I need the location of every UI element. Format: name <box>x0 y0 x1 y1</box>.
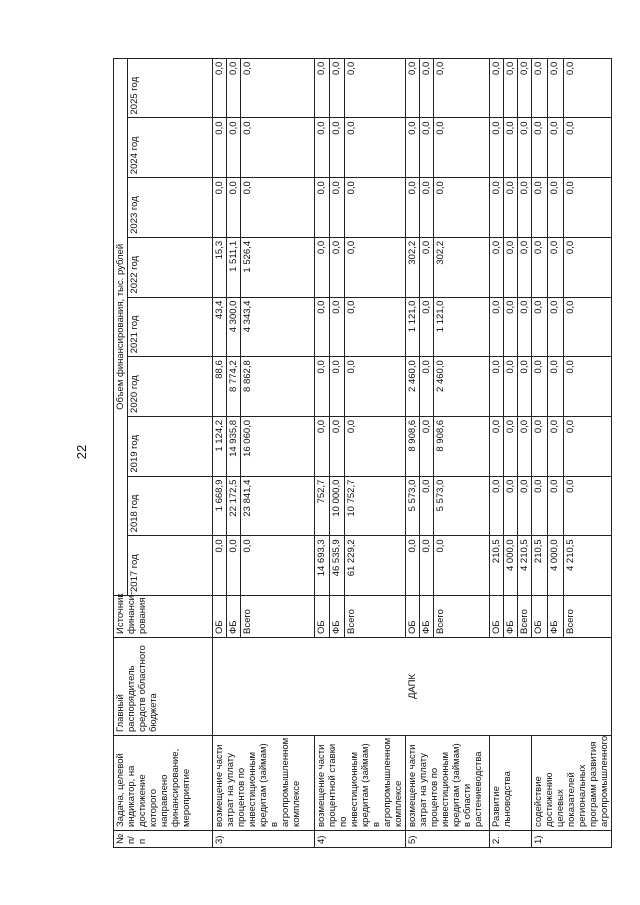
value-cell: 0,0 <box>315 357 330 417</box>
header-source: Источник финанси-рования <box>114 596 213 638</box>
value-cell: 88,6 <box>213 357 227 417</box>
value-cell: 0,0 <box>564 357 612 417</box>
header-year: 2022 год <box>128 237 213 297</box>
value-cell: 0,0 <box>504 178 518 238</box>
value-cell: 2 460,0 <box>434 357 490 417</box>
value-cell: 61 229,2 <box>345 536 406 596</box>
row-task-name: возмещение части процентной ставки по инвестиционным кредитам (займам) в агропромышленном комплексе <box>315 736 406 831</box>
value-cell: 0,0 <box>504 476 518 536</box>
row-task-name: содействие достижению целевых показателей региональных программ развития агропромышленного <box>532 736 612 831</box>
value-cell: 0,0 <box>434 58 490 118</box>
source-cell: ФБ <box>330 596 345 638</box>
source-cell: ФБ <box>548 596 564 638</box>
value-cell: 0,0 <box>330 416 345 476</box>
header-year: 2023 год <box>128 178 213 238</box>
value-cell: 0,0 <box>315 416 330 476</box>
value-cell: 0,0 <box>532 357 548 417</box>
value-cell: 0,0 <box>241 58 315 118</box>
source-cell: ФБ <box>504 596 518 638</box>
value-cell: 0,0 <box>330 237 345 297</box>
value-cell: 0,0 <box>213 118 227 178</box>
value-cell: 0,0 <box>345 357 406 417</box>
value-cell: 0,0 <box>315 297 330 357</box>
table-row <box>213 58 227 847</box>
value-cell: 0,0 <box>213 178 227 238</box>
source-cell: Всего <box>518 596 532 638</box>
value-cell: 0,0 <box>532 237 548 297</box>
value-cell: 0,0 <box>490 476 504 536</box>
value-cell: 0,0 <box>564 58 612 118</box>
value-cell: 0,0 <box>532 118 548 178</box>
value-cell: 0,0 <box>315 237 330 297</box>
value-cell: 1 526,4 <box>241 237 315 297</box>
value-cell: 14 693,3 <box>315 536 330 596</box>
value-cell: 4 343,4 <box>241 297 315 357</box>
value-cell: 0,0 <box>241 178 315 238</box>
value-cell: 0,0 <box>564 476 612 536</box>
value-cell: 0,0 <box>548 416 564 476</box>
value-cell: 0,0 <box>490 416 504 476</box>
value-cell: 0,0 <box>490 297 504 357</box>
value-cell: 1 121,0 <box>406 297 420 357</box>
value-cell: 14 935,8 <box>227 416 241 476</box>
value-cell: 0,0 <box>548 118 564 178</box>
value-cell: 0,0 <box>420 118 434 178</box>
value-cell: 0,0 <box>330 297 345 357</box>
header-year: 2021 год <box>128 297 213 357</box>
value-cell: 0,0 <box>227 178 241 238</box>
header-year: 2020 год <box>128 357 213 417</box>
row-number: 1) <box>532 831 612 848</box>
value-cell: 0,0 <box>330 178 345 238</box>
value-cell: 0,0 <box>345 118 406 178</box>
source-cell: Всего <box>434 596 490 638</box>
source-cell: ОБ <box>213 596 227 638</box>
value-cell: 0,0 <box>532 178 548 238</box>
value-cell: 0,0 <box>504 118 518 178</box>
value-cell: 0,0 <box>227 118 241 178</box>
value-cell: 0,0 <box>532 58 548 118</box>
value-cell: 0,0 <box>434 118 490 178</box>
value-cell: 0,0 <box>548 178 564 238</box>
value-cell: 46 535,9 <box>330 536 345 596</box>
value-cell: 16 060,0 <box>241 416 315 476</box>
header-year: 2025 год <box>128 58 213 118</box>
value-cell: 0,0 <box>504 357 518 417</box>
row-task-name: возмещение части затрат на уплату процентов по инвестиционным кредитам (займам) в области растениеводства <box>406 736 490 831</box>
value-cell: 0,0 <box>564 237 612 297</box>
value-cell: 0,0 <box>518 297 532 357</box>
value-cell: 0,0 <box>490 178 504 238</box>
value-cell: 0,0 <box>406 536 420 596</box>
value-cell: 752,7 <box>315 476 330 536</box>
value-cell: 0,0 <box>490 237 504 297</box>
source-cell: ОБ <box>490 596 504 638</box>
value-cell: 0,0 <box>518 58 532 118</box>
row-task-name: Развитие льноводства <box>490 736 532 831</box>
header-year: 2024 год <box>128 118 213 178</box>
row-number: 4) <box>315 831 406 848</box>
value-cell: 302,2 <box>406 237 420 297</box>
value-cell: 0,0 <box>548 357 564 417</box>
value-cell: 0,0 <box>241 118 315 178</box>
value-cell: 15,3 <box>213 237 227 297</box>
value-cell: 0,0 <box>434 178 490 238</box>
header-manager: Главный распорядитель средств областного бюджета <box>114 638 213 736</box>
header-task: Задача, целевой индикатор, на достижение которого направлено финансирование, мероприятие <box>114 736 213 831</box>
value-cell: 0,0 <box>420 416 434 476</box>
value-cell: 0,0 <box>420 297 434 357</box>
value-cell: 0,0 <box>420 536 434 596</box>
value-cell: 0,0 <box>406 118 420 178</box>
value-cell: 23 841,4 <box>241 476 315 536</box>
value-cell: 0,0 <box>504 416 518 476</box>
value-cell: 0,0 <box>315 178 330 238</box>
value-cell: 0,0 <box>548 476 564 536</box>
value-cell: 0,0 <box>241 536 315 596</box>
value-cell: 0,0 <box>504 237 518 297</box>
value-cell: 0,0 <box>434 536 490 596</box>
value-cell: 0,0 <box>504 297 518 357</box>
value-cell: 8 908,6 <box>434 416 490 476</box>
value-cell: 0,0 <box>345 416 406 476</box>
value-cell: 4 000,0 <box>548 536 564 596</box>
manager-label: ДАПК <box>406 673 418 700</box>
value-cell: 2 460,0 <box>406 357 420 417</box>
source-cell: ОБ <box>406 596 420 638</box>
source-cell: ОБ <box>315 596 330 638</box>
value-cell: 22 172,5 <box>227 476 241 536</box>
value-cell: 210,5 <box>532 536 548 596</box>
value-cell: 0,0 <box>345 178 406 238</box>
value-cell: 0,0 <box>564 297 612 357</box>
value-cell: 0,0 <box>532 297 548 357</box>
value-cell: 0,0 <box>564 416 612 476</box>
funding-table <box>113 58 612 848</box>
value-cell: 0,0 <box>518 237 532 297</box>
value-cell: 4 000,0 <box>504 536 518 596</box>
value-cell: 0,0 <box>518 416 532 476</box>
value-cell: 8 908,6 <box>406 416 420 476</box>
source-cell: Всего <box>241 596 315 638</box>
value-cell: 0,0 <box>330 58 345 118</box>
header-year: 2018 год <box>128 476 213 536</box>
value-cell: 0,0 <box>490 357 504 417</box>
value-cell: 0,0 <box>518 357 532 417</box>
value-cell: 5 573,0 <box>434 476 490 536</box>
value-cell: 0,0 <box>548 58 564 118</box>
value-cell: 10 000,0 <box>330 476 345 536</box>
value-cell: 0,0 <box>564 118 612 178</box>
rotated-table-wrapper <box>113 58 635 848</box>
value-cell: 302,2 <box>434 237 490 297</box>
value-cell: 0,0 <box>518 178 532 238</box>
value-cell: 0,0 <box>518 118 532 178</box>
value-cell: 4 300,0 <box>227 297 241 357</box>
value-cell: 8 862,8 <box>241 357 315 417</box>
value-cell: 0,0 <box>213 536 227 596</box>
value-cell: 0,0 <box>315 118 330 178</box>
value-cell: 0,0 <box>420 357 434 417</box>
header-year: 2017 год <box>128 536 213 596</box>
value-cell: 1 668,9 <box>213 476 227 536</box>
value-cell: 1 124,2 <box>213 416 227 476</box>
value-cell: 10 752,7 <box>345 476 406 536</box>
row-task-name: возмещение части затрат на уплату процентов по инвестиционным кредитам (займам) в агропромышленном комплексе <box>213 736 315 831</box>
value-cell: 0,0 <box>532 416 548 476</box>
value-cell: 1 121,0 <box>434 297 490 357</box>
value-cell: 0,0 <box>227 58 241 118</box>
row-number: 5) <box>406 831 490 848</box>
value-cell: 0,0 <box>420 476 434 536</box>
header-funding-title: Объем финансирования, тыс. рублей <box>114 58 128 595</box>
value-cell: 0,0 <box>490 118 504 178</box>
value-cell: 0,0 <box>406 58 420 118</box>
source-cell: Всего <box>345 596 406 638</box>
value-cell: 5 573,0 <box>406 476 420 536</box>
value-cell: 43,4 <box>213 297 227 357</box>
value-cell: 0,0 <box>213 58 227 118</box>
value-cell: 0,0 <box>345 58 406 118</box>
source-cell: ФБ <box>227 596 241 638</box>
value-cell: 1 511,1 <box>227 237 241 297</box>
header-num: № п/п <box>114 831 213 848</box>
value-cell: 0,0 <box>518 476 532 536</box>
manager-cell <box>213 638 612 736</box>
header-year: 2019 год <box>128 416 213 476</box>
value-cell: 0,0 <box>330 118 345 178</box>
value-cell: 0,0 <box>315 58 330 118</box>
source-cell: Всего <box>564 596 612 638</box>
source-cell: ОБ <box>532 596 548 638</box>
value-cell: 0,0 <box>532 476 548 536</box>
row-number: 2. <box>490 831 532 848</box>
value-cell: 0,0 <box>420 58 434 118</box>
source-cell: ФБ <box>420 596 434 638</box>
value-cell: 8 774,2 <box>227 357 241 417</box>
value-cell: 0,0 <box>548 297 564 357</box>
row-number: 3) <box>213 831 315 848</box>
value-cell: 0,0 <box>345 297 406 357</box>
value-cell: 0,0 <box>406 178 420 238</box>
value-cell: 0,0 <box>420 178 434 238</box>
value-cell: 0,0 <box>227 536 241 596</box>
value-cell: 0,0 <box>564 178 612 238</box>
value-cell: 0,0 <box>504 58 518 118</box>
value-cell: 210,5 <box>490 536 504 596</box>
value-cell: 4 210,5 <box>564 536 612 596</box>
value-cell: 0,0 <box>345 237 406 297</box>
value-cell: 0,0 <box>330 357 345 417</box>
page-number: 22 <box>74 444 89 460</box>
value-cell: 0,0 <box>490 58 504 118</box>
value-cell: 0,0 <box>548 237 564 297</box>
value-cell: 0,0 <box>420 237 434 297</box>
value-cell: 4 210,5 <box>518 536 532 596</box>
